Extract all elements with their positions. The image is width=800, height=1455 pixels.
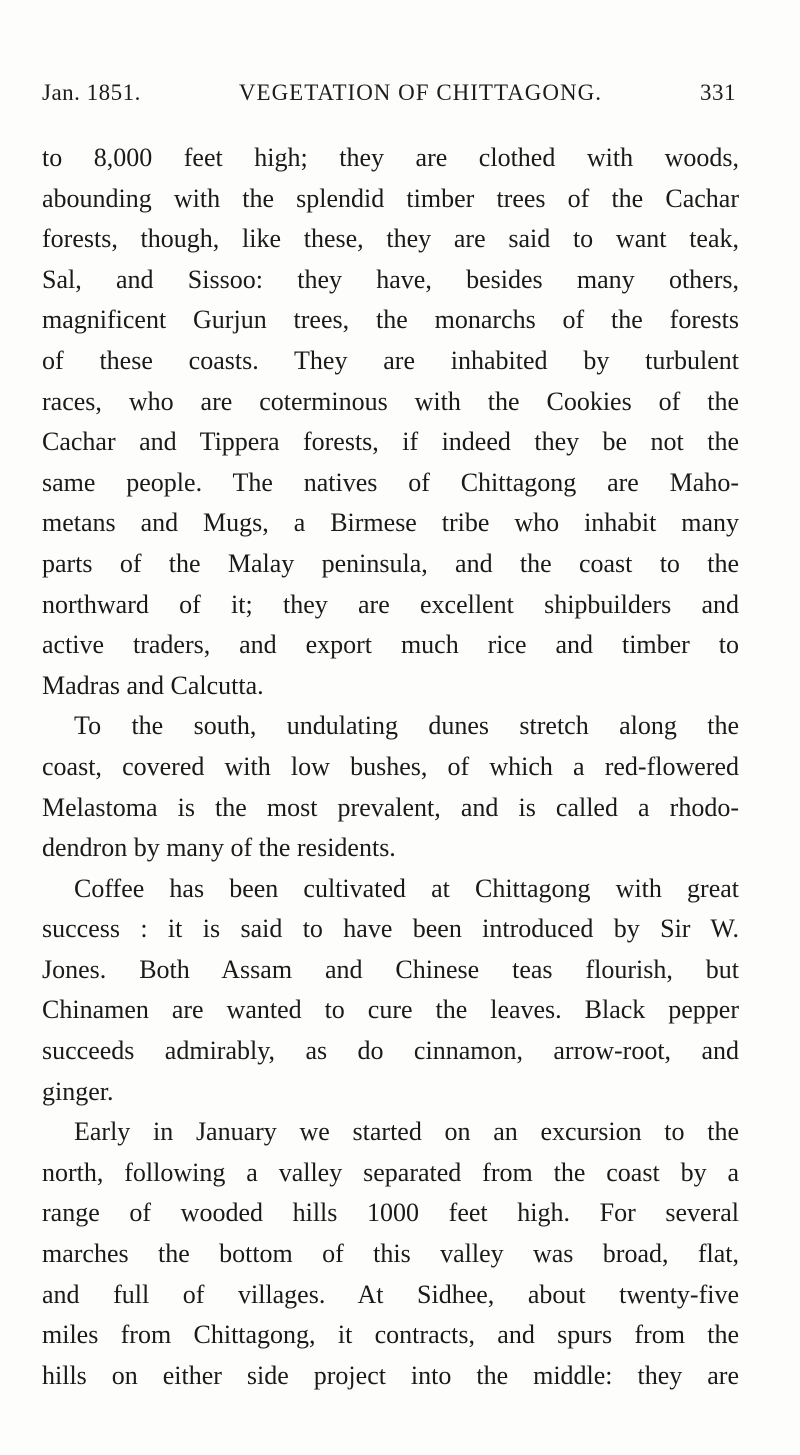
text-line: marches the bottom of this valley was broad, flat,	[42, 1239, 739, 1269]
running-head	[42, 80, 736, 116]
text-line: Coffee has been cultivated at Chittagong with great	[74, 873, 739, 903]
text-line: Melastoma is the most prevalent, and is called a rhodo-	[42, 792, 739, 822]
text-line: Jones. Both Assam and Chinese teas flourish, but	[42, 954, 739, 984]
text-line: miles from Chittagong, it contracts, and spurs from the	[42, 1320, 739, 1350]
text-line: ginger.	[42, 1076, 114, 1106]
text-line: of these coasts. They are inhabited by turbulent	[42, 345, 739, 375]
text-line: coast, covered with low bushes, of which a red-flowered	[42, 751, 739, 781]
text-line: range of wooded hills 1000 feet high. For several	[42, 1198, 739, 1228]
text-line: abounding with the splendid timber trees of the Cachar	[42, 183, 739, 213]
text-line: metans and Mugs, a Birmese tribe who inhabit many	[42, 508, 739, 538]
header-title: VEGETATION OF CHITTAGONG.	[238, 80, 602, 105]
text-line: north, following a valley separated from the coast by a	[42, 1157, 739, 1187]
body-text	[42, 138, 739, 1396]
text-line: dendron by many of the residents.	[42, 833, 396, 863]
text-line: magnificent Gurjun trees, the monarchs of the forests	[42, 305, 739, 335]
text-line: Cachar and Tippera forests, if indeed they be not the	[42, 427, 739, 457]
page-number: 331	[699, 80, 736, 105]
text-line: success : it is said to have been introduced by Sir W.	[42, 914, 739, 944]
text-line: succeeds admirably, as do cinnamon, arrow-root, and	[42, 1036, 739, 1066]
text-line: Early in January we started on an excursion to the	[74, 1117, 739, 1147]
text-line: forests, though, like these, they are said to want teak,	[42, 224, 739, 254]
text-line: same people. The natives of Chittagong are Maho-	[42, 467, 739, 497]
text-line: parts of the Malay peninsula, and the coast to the	[42, 548, 739, 578]
text-line: and full of villages. At Sidhee, about twenty-five	[42, 1279, 739, 1309]
text-line: races, who are coterminous with the Cookies of the	[42, 386, 739, 416]
header-date: Jan. 1851.	[42, 80, 141, 105]
text-line: To the south, undulating dunes stretch along the	[74, 711, 739, 741]
text-line: hills on either side project into the middle: they are	[42, 1360, 739, 1390]
text-line: northward of it; they are excellent shipbuilders and	[42, 589, 739, 619]
text-line: Chinamen are wanted to cure the leaves. Black pepper	[42, 995, 739, 1025]
text-line: to 8,000 feet high; they are clothed with woods,	[42, 143, 739, 172]
text-line: active traders, and export much rice and timber to	[42, 630, 739, 660]
text-line: Madras and Calcutta.	[42, 670, 264, 700]
text-line: Sal, and Sissoo: they have, besides many others,	[42, 264, 739, 294]
